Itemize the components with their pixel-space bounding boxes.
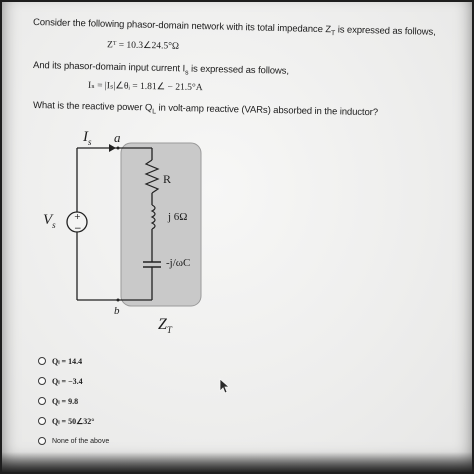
answer-label: Qₗ = 14.4	[52, 356, 83, 366]
answer-label: Qₗ = 50∠32°	[52, 416, 95, 426]
current-equation: Iₛ = |Iₛ|∠θᵢ = 1.81∠ − 21.5°A	[87, 80, 203, 94]
impedance-equation: Zᵀ = 10.3∠24.5°Ω	[106, 40, 180, 52]
current-intro-text: And its phasor-domain input current I	[32, 60, 186, 75]
svg-text:−: −	[74, 224, 82, 234]
source-label-sub: s	[52, 220, 56, 230]
answer-option-1[interactable]	[38, 355, 82, 367]
answer-label: Qₗ = −3.4	[52, 376, 83, 386]
current-label-sub: s	[88, 137, 92, 147]
answer-option-4[interactable]	[38, 415, 94, 427]
svg-text:+: +	[74, 212, 81, 221]
current-intro-tail: is expressed as follows,	[188, 63, 290, 77]
impedance-box	[121, 143, 201, 306]
source-label	[43, 213, 56, 230]
answer-label: None of the above	[52, 437, 110, 445]
source-label-main: V	[43, 212, 53, 228]
current-label-main: I	[83, 129, 88, 145]
impedance-label-sub: T	[166, 325, 172, 336]
answer-label: Qₗ = 9.8	[52, 396, 79, 406]
answer-option-3[interactable]	[38, 395, 78, 407]
node-b-label: b	[114, 305, 120, 317]
radio-button[interactable]	[38, 417, 46, 425]
intro-tail: is expressed as follows,	[335, 24, 436, 38]
inductor-label: j 6Ω	[168, 211, 188, 223]
answer-option-2[interactable]	[38, 375, 83, 387]
radio-button[interactable]	[38, 377, 46, 385]
prompt-text: What is the reactive power Q	[32, 100, 153, 114]
intro-text: Consider the following phasor-domain network with its total impedance Z	[32, 17, 332, 36]
mouse-pointer-icon	[219, 378, 231, 394]
radio-button[interactable]	[38, 437, 46, 445]
impedance-label	[158, 317, 172, 335]
impedance-label-main: Z	[158, 316, 167, 333]
prompt-tail: in volt-amp reactive (VARs) absorbed in the inductor?	[155, 102, 379, 119]
node-a-label: a	[114, 130, 121, 145]
radio-button[interactable]	[38, 397, 46, 405]
current-label	[83, 130, 92, 147]
current-intro-subscript: s	[184, 69, 189, 77]
radio-button[interactable]	[38, 357, 46, 365]
resistor-label: R	[163, 172, 172, 186]
intro-subscript: T	[330, 30, 336, 38]
answer-option-5[interactable]	[38, 435, 109, 447]
capacitor-label: -j/ωC	[166, 257, 191, 269]
current-arrow	[109, 144, 116, 152]
prompt-subscript: L	[152, 108, 156, 116]
